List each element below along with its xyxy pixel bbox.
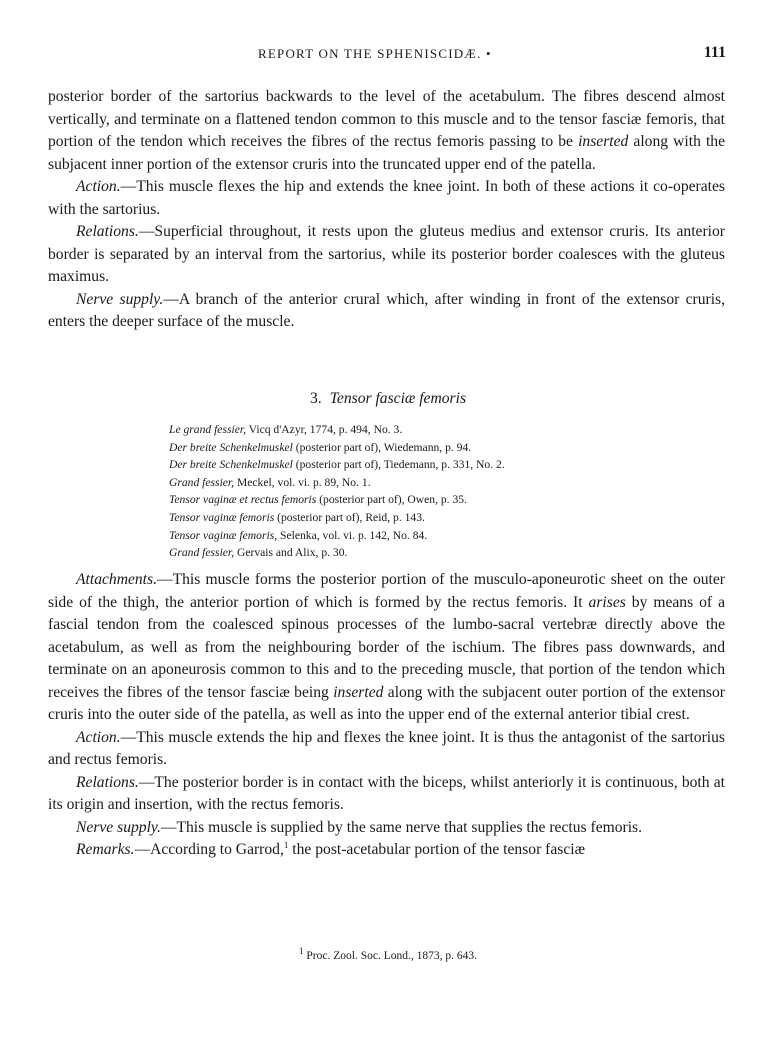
synonymy-entry: Grand fessier, Meckel, vol. vi. p. 89, No. 1.	[169, 475, 371, 489]
page-number: 111	[703, 44, 726, 61]
footnote-reference[interactable]: 1	[283, 839, 289, 850]
paragraph-action: Action.—This muscle flexes the hip and extends the knee joint. In both of these actions it co-operates with the sartorius.	[48, 178, 725, 218]
section-number: 3.	[309, 390, 322, 407]
paragraph-relations: Relations.—Superficial throughout, it rests upon the gluteus medius and extensor cruris. Its anterior border is separated by an interval from the sartorius, while its posterior border coalesces with the gluteus maximus.	[48, 223, 725, 285]
running-head	[0, 46, 776, 68]
paragraph-attachments: Attachments.—This muscle forms the posterior portion of the musculo-aponeurotic sheet on the outer side of the thigh, the anterior portion of which is formed by the rectus femoris. It arises by means of a fascial tendon from the coalesced spinous processes of the lumbo-sacral vertebræ directly above the acetabulum, as well as from the neighbouring border of the ischium. The fibres pass downwards, and terminate on an aponeurosis common to this and to the preceding muscle, that portion of the tendon which receives the fibres of the tensor fasciæ being inserted along with the subjacent outer portion of the extensor cruris into the outer side of the patella, as well as into the upper end of the external anterior tibial crest.	[48, 571, 725, 723]
paragraph-nerve-supply: Nerve supply.—This muscle is supplied by the same nerve that supplies the rectus femoris.	[76, 818, 643, 836]
section-heading	[0, 388, 776, 410]
footnote	[0, 948, 776, 964]
text-block-upper	[48, 86, 725, 334]
paragraph-relations: Relations.—The posterior border is in contact with the biceps, whilst anteriorly it is continuous, both at its origin and insertion, with the rectus femoris.	[48, 773, 725, 813]
section-name: Tensor fasciæ femoris	[329, 390, 467, 407]
running-title: REPORT ON THE SPHENISCIDÆ. •	[258, 46, 492, 61]
synonymy-entry: Le grand fessier, Vicq d'Azyr, 1774, p. 494, No. 3.	[169, 423, 403, 436]
paragraph-nerve-supply: Nerve supply.—A branch of the anterior crural which, after winding in front of the extensor cruris, enters the deeper surface of the muscle.	[48, 290, 725, 330]
synonymy-entry: Der breite Schenkelmuskel (posterior part of), Tiedemann, p. 331, No. 2.	[169, 458, 505, 472]
synonymy-entry: Tensor vaginæ et rectus femoris (posterior part of), Owen, p. 35.	[169, 493, 467, 507]
synonymy-entry: Grand fessier, Gervais and Alix, p. 30.	[169, 546, 348, 560]
synonymy-entry: Tensor vaginæ femoris (posterior part of), Reid, p. 143.	[169, 510, 425, 524]
synonymy-entry: Der breite Schenkelmuskel (posterior part of), Wiedemann, p. 94.	[169, 440, 472, 454]
paragraph-action: Action.—This muscle extends the hip and flexes the knee joint. It is thus the antagonist of the sartorius and rectus femoris.	[48, 728, 725, 768]
text-block-lower	[48, 569, 725, 862]
paragraph-continuation: posterior border of the sartorius backwards to the level of the acetabulum. The fibres descend almost vertically, and terminate on a flattened tendon common to this muscle and to the tensor fasciæ femoris, that portion of the tendon which receives the fibres of the rectus femoris passing to be inserted along with the subjacent inner portion of the extensor cruris into the truncated upper end of the patella.	[48, 88, 725, 173]
footnote-marker: 1	[299, 946, 304, 957]
footnote-text: Proc. Zool. Soc. Lond., 1873, p. 643.	[303, 950, 477, 962]
paragraph-remarks: Remarks.—According to Garrod,$^1$ the post-acetabular portion of the tensor fasciæ	[76, 839, 585, 858]
synonymy-list	[169, 421, 689, 562]
synonymy-entry: Tensor vaginæ femoris, Selenka, vol. vi. p. 142, No. 84.	[169, 528, 428, 542]
